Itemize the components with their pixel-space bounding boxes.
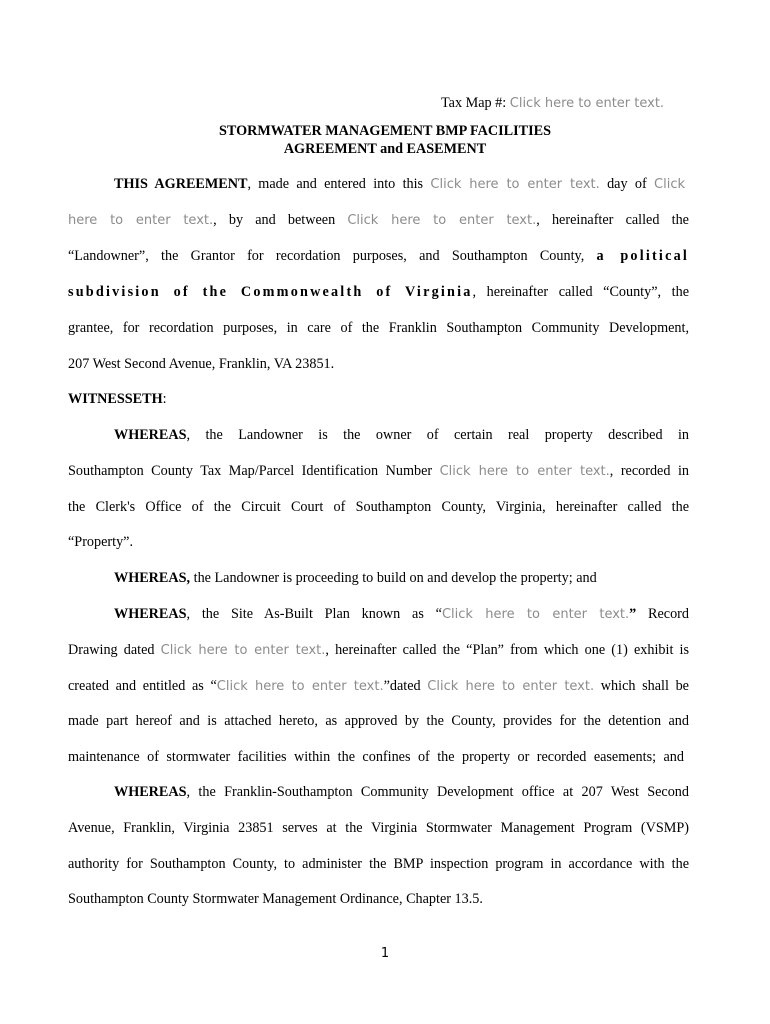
witnesseth-heading: WITNESSETH: xyxy=(68,391,167,407)
page-number: 1 xyxy=(380,946,390,961)
p2-line-2: Southampton County Tax Map/Parcel Identification Number Click here to enter text., recorded in xyxy=(68,463,689,479)
title-line-2: AGREEMENT and EASEMENT xyxy=(283,141,487,157)
p5-line-1: WHEREAS, the Franklin-Southampton Community Development office at 207 West Second xyxy=(114,784,689,800)
p3-line-1: WHEREAS, the Landowner is proceeding to build on and develop the property; and xyxy=(114,570,597,586)
p4-line-5: maintenance of stormwater facilities within the confines of the property or recorded easements; and xyxy=(68,749,684,765)
p1-line-1: THIS AGREEMENT, made and entered into this Click here to enter text. day of Click xyxy=(114,176,685,192)
landowner-name-field[interactable]: Click here to enter text. xyxy=(347,213,537,228)
p1-line-6: 207 West Second Avenue, Franklin, VA 23851. xyxy=(68,356,335,372)
p5-line-3: authority for Southampton County, to administer the BMP inspection program in accordance with the xyxy=(68,856,689,872)
tax-map-line xyxy=(441,94,664,113)
p4-line-3: created and entitled as “Click here to enter text.”dated Click here to enter text. which shall be xyxy=(68,678,689,694)
agreement-day-field[interactable]: Click here to enter text. xyxy=(430,177,600,192)
exhibit-title-field[interactable]: Click here to enter text. xyxy=(216,679,384,694)
agreement-month-field-end[interactable]: here to enter text. xyxy=(68,213,214,228)
p1-line-3: “Landowner”, the Grantor for recordation purposes, and Southampton County, a political xyxy=(68,248,690,264)
p4-line-2: Drawing dated Click here to enter text., hereinafter called the “Plan” from which one (1) exhibit is xyxy=(68,642,689,658)
title-line-1: STORMWATER MANAGEMENT BMP FACILITIES xyxy=(218,123,551,139)
tax-map-field[interactable]: Click here to enter text. xyxy=(509,96,665,111)
p1-line-5: grantee, for recordation purposes, in care of the Franklin Southampton Community Development, xyxy=(68,320,689,336)
p5-line-4: Southampton County Stormwater Management Ordinance, Chapter 13.5. xyxy=(68,891,483,907)
p2-line-3: the Clerk's Office of the Circuit Court of Southampton County, Virginia, hereinafter called the xyxy=(68,499,689,515)
plan-name-field[interactable]: Click here to enter text. xyxy=(441,607,630,622)
p4-line-4: made part hereof and is attached hereto, as approved by the County, provides for the detention and xyxy=(68,713,689,729)
this-agreement-heading: THIS AGREEMENT xyxy=(114,176,248,192)
parcel-id-field[interactable]: Click here to enter text. xyxy=(439,464,610,479)
p5-line-2: Avenue, Franklin, Virginia 23851 serves at the Virginia Stormwater Management Program (VSMP) xyxy=(68,820,689,836)
agreement-month-field-start[interactable]: Click xyxy=(654,177,685,192)
exhibit-date-field[interactable]: Click here to enter text. xyxy=(427,679,595,694)
p1-line-4: subdivision of the Commonwealth of Virginia, hereinafter called “County”, the xyxy=(68,284,689,300)
p1-line-2: here to enter text., by and between Click here to enter text., hereinafter called the xyxy=(68,212,689,228)
tax-map-label: Tax Map #: xyxy=(441,95,507,111)
p2-line-4: “Property”. xyxy=(68,534,134,550)
p4-line-1: WHEREAS, the Site As-Built Plan known as “Click here to enter text.” Record xyxy=(114,606,690,622)
p2-line-1: WHEREAS, the Landowner is the owner of certain real property described in xyxy=(114,427,689,443)
drawing-date-field[interactable]: Click here to enter text. xyxy=(160,643,326,658)
